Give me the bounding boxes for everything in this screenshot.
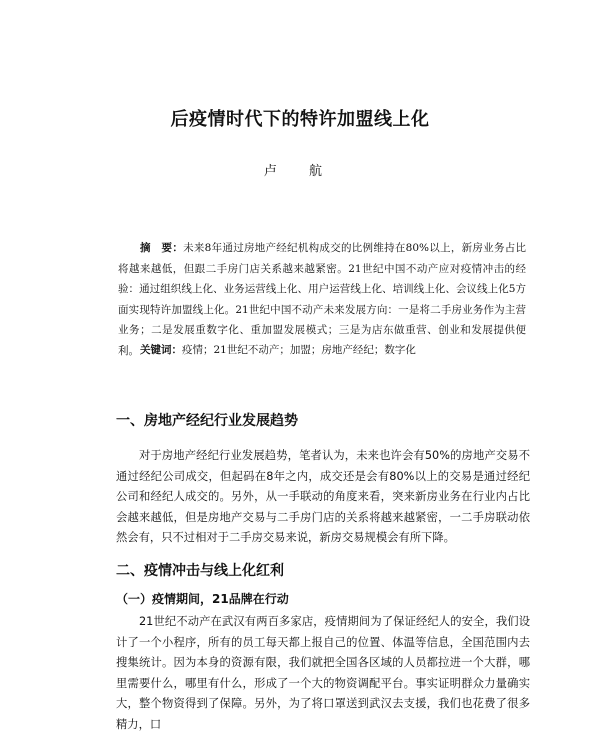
section-1-heading: 一、房地产经纪行业发展趋势 [116, 413, 298, 429]
keywords-text: 疫情；21世纪不动产；加盟；房地产经纪；数字化 [182, 344, 416, 356]
section-2-paragraph: 21世纪不动产在武汉有两百多家店，疫情期间为了保证经纪人的安全，我们设计了一个小程序，所有的员工每天都上报自己的位置、体温等信息，全国范围内去搜集统计。因为本身的资源有限，我们就把全国各区域的人员都拉进一个大群，哪里需要什么，哪里有什么，形成了一个大的物资调配平台。事实证明群众力量确实大，整个物资得到了保障。另外，为了将口罩送到武汉去支援，我们也花费了很多精力，口 [116, 615, 530, 731]
section-2-subheading: （一）疫情期间，21品牌在行动 [116, 592, 289, 606]
keywords [140, 340, 530, 360]
keywords-label: 关键词： [140, 344, 182, 356]
section-2-heading: 二、疫情冲击与线上化红利 [116, 563, 284, 579]
abstract-label: 摘 要： [140, 242, 184, 254]
abstract-text: 未来8年通过房地产经纪机构成交的比例维持在80%以上，新房业务占比将越来越低，但跟二手房门店关系越来越紧密。21世纪中国不动产应对疫情冲击的经验：通过组织线上化、业务运营线上化、用户运营线上化、培训线上化、会议线上化5方面实现特许加盟线上化。21世纪中国不动产未来发展方向：一是将二手房业务作为主营业务；二是发展重数字化、重加盟发展模式；三是为店东做重营、创业和发展提供便利。 [118, 242, 526, 357]
article-author: 卢 航 [263, 164, 337, 179]
section-1-paragraph: 对于房地产经纪行业发展趋势，笔者认为，未来也许会有50%的房地产交易不通过经纪公司成交，但起码在8年之内，成交还是会有80%以上的交易是通过经纪公司和经纪人成交的。另外，从一手联动的角度来看，突来新房业务在行业内占比会越来越低，但是房地产交易与二手房门店的关系将越来越紧密，一二手房联动依然会有，只不过相对于二手房交易来说，新房交易规模会有所下降。 [116, 449, 530, 544]
article-title: 后疫情时代下的特许加盟线上化 [170, 109, 430, 130]
